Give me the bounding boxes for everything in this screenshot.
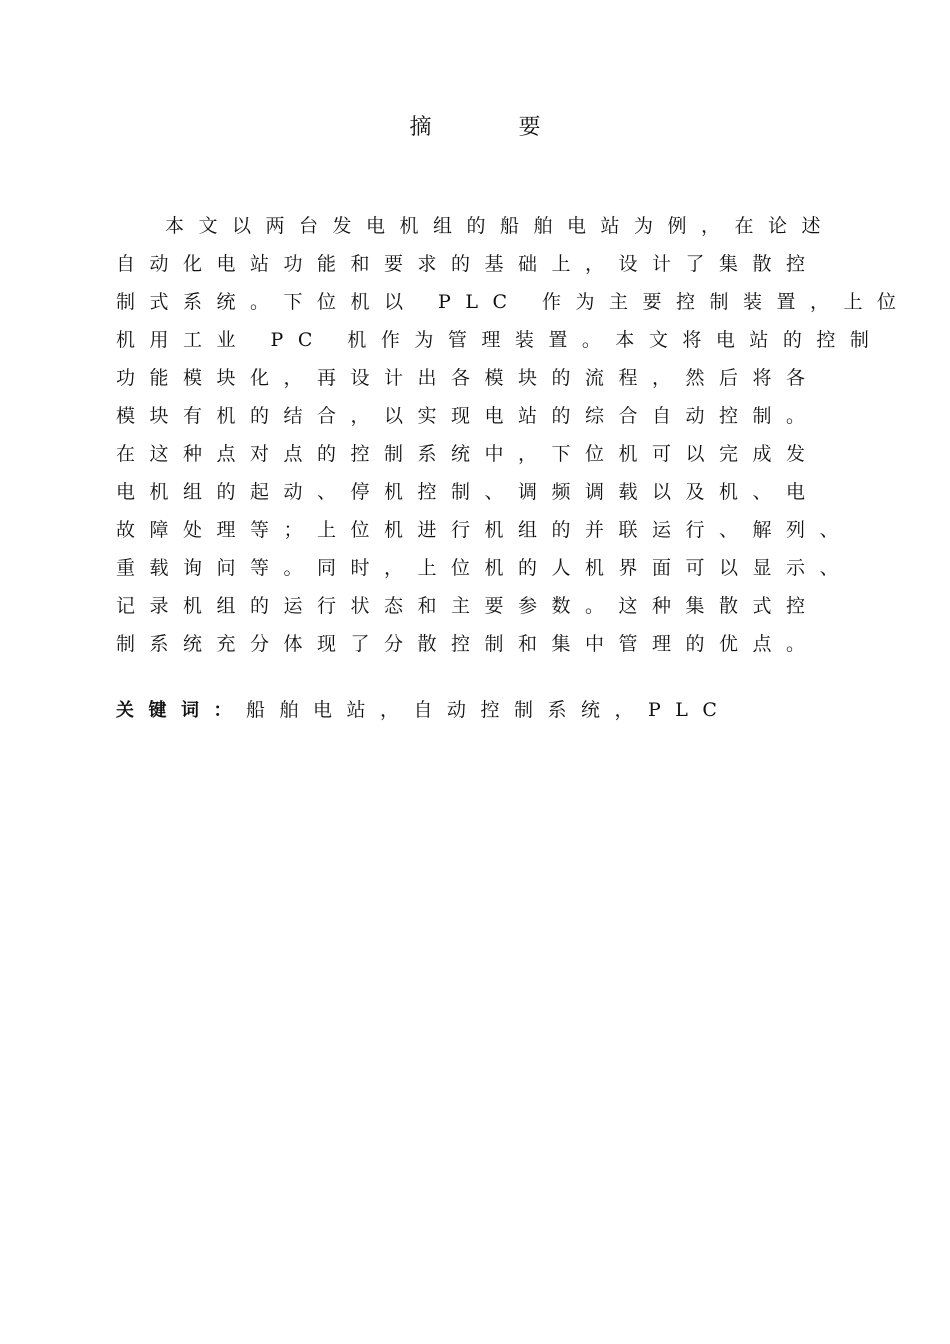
abstract-line: 功能模块化，再设计出各模块的流程，然后将各 bbox=[116, 367, 820, 389]
abstract-line: 在这种点对点的控制系统中，下位机可以完成发 bbox=[116, 443, 820, 465]
abstract-line: 模块有机的结合，以实现电站的综合自动控制。 bbox=[116, 405, 820, 427]
abstract-line: 重载询问等。同时，上位机的人机界面可以显示、 bbox=[116, 557, 854, 579]
abstract-line: 电机组的起动、停机控制、调频调载以及机、电 bbox=[116, 481, 820, 503]
abstract-line: 制式系统。下位机以 PLC 作为主要控制装置，上位 bbox=[116, 291, 911, 313]
keywords-line bbox=[116, 694, 856, 727]
abstract-line: 制系统充分体现了分散控制和集中管理的优点。 bbox=[116, 633, 820, 655]
abstract-line: 自动化电站功能和要求的基础上，设计了集散控 bbox=[116, 253, 820, 275]
page-title: 摘 要 bbox=[409, 115, 581, 140]
abstract-line: 故障处理等；上位机进行机组的并联运行、解列、 bbox=[116, 519, 854, 541]
abstract-body bbox=[116, 210, 911, 666]
keywords-label: 关键词： bbox=[116, 700, 246, 721]
abstract-line: 机用工业 PC 机作为管理装置。本文将电站的控制 bbox=[116, 329, 884, 351]
keywords-value: 船舶电站，自动控制系统，PLC bbox=[246, 699, 732, 721]
abstract-line: 本文以两台发电机组的船舶电站为例，在论述 bbox=[165, 215, 836, 237]
abstract-line: 记录机组的运行状态和主要参数。这种集散式控 bbox=[116, 595, 820, 617]
